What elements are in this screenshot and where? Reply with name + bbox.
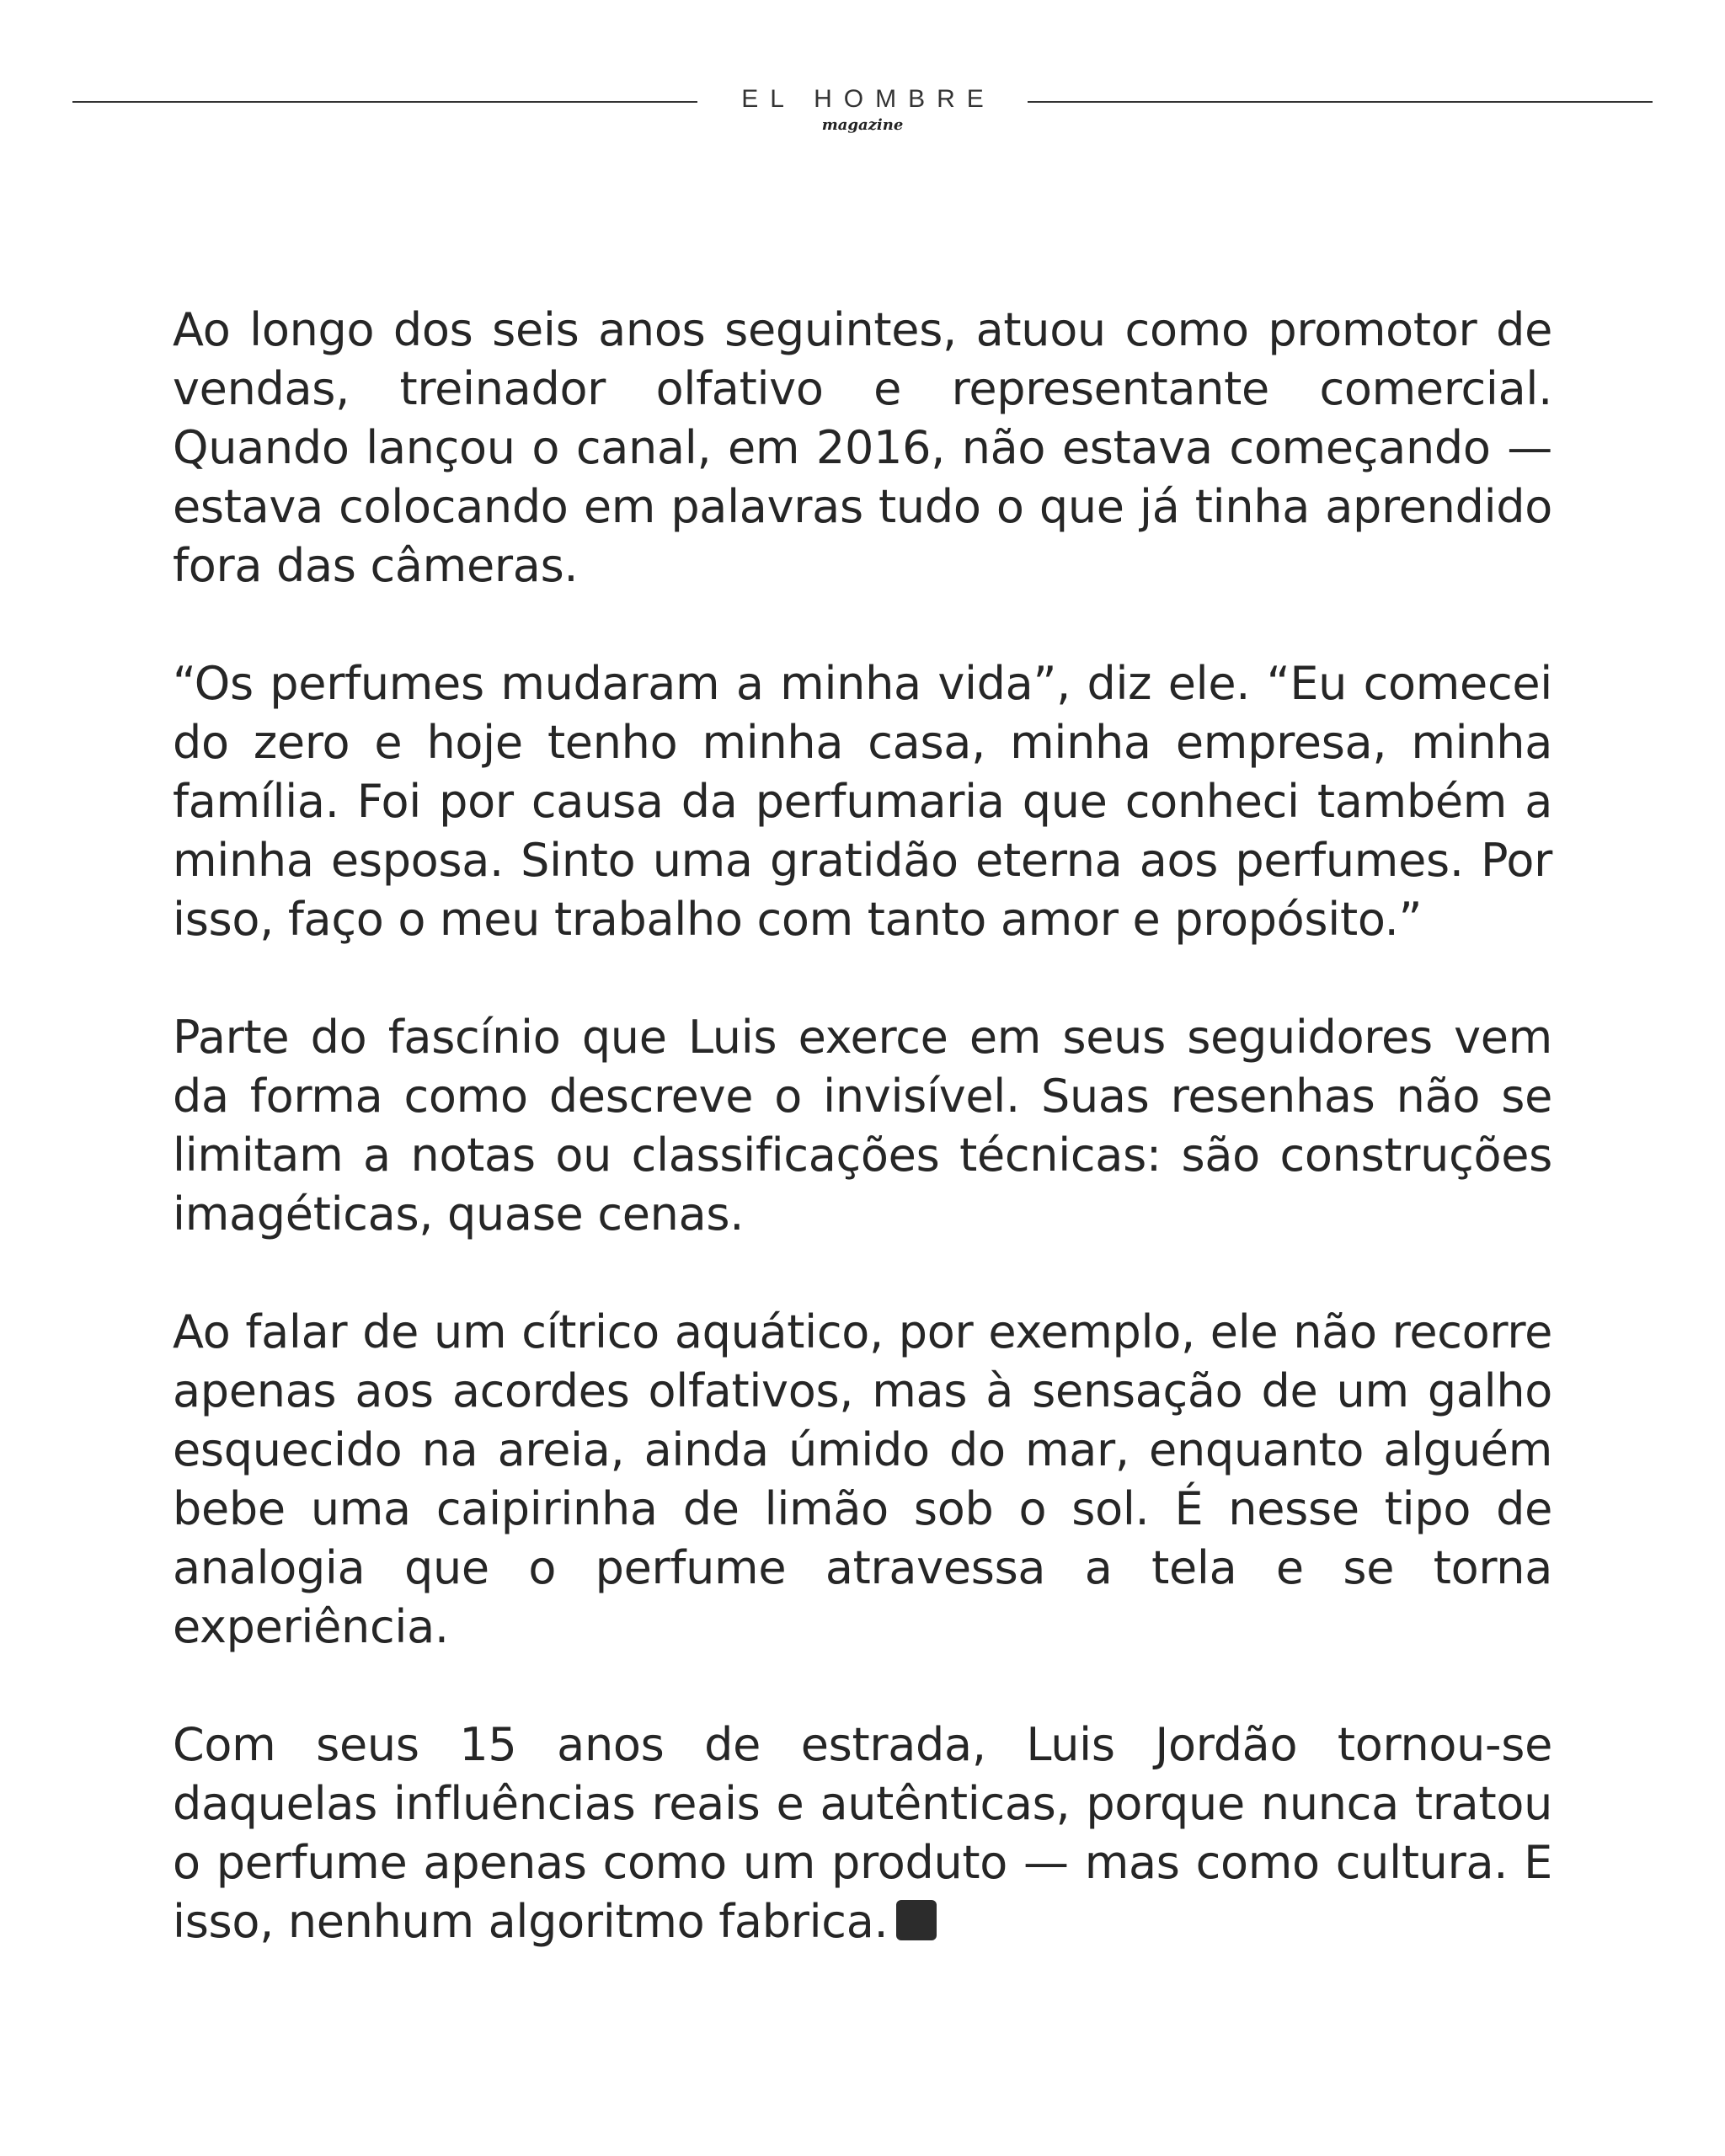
brand-title: EL HOMBRE <box>741 85 996 113</box>
masthead <box>72 81 1653 148</box>
brand-subtitle: magazine <box>821 116 904 134</box>
article-paragraph-4: Ao falar de um cítrico aquático, por exemplo, ele não recorre apenas aos acordes olfativos, mas à sensação de um galho esquecido na areia, ainda úmido do mar, enquanto alguém bebe uma caipirinha de limão sob o sol. É nesse tipo de analogia que o perfume atravessa a tela e se torna experiência. <box>173 1305 1552 1653</box>
masthead-rule-left <box>72 101 697 103</box>
article-paragraph-5-text: Com seus 15 anos de estrada, Luis Jordão tornou-se daquelas influências reais e autênticas, porque nunca tratou o perfume apenas como um produto — mas como cultura. E isso, nenhum algoritmo fabrica. <box>173 1718 1552 1948</box>
article-paragraph-5 <box>173 1716 1552 1951</box>
article-paragraph-3: Parte do fascínio que Luis exerce em seus seguidores vem da forma como descreve o invisível. Suas resenhas não se limitam a notas ou classificações técnicas: são construções imagéticas, quase cenas. <box>173 1011 1552 1241</box>
article-body <box>173 301 1552 1951</box>
article-paragraph-1: Ao longo dos seis anos seguintes, atuou como promotor de vendas, treinador olfativo e representante comercial. Quando lançou o canal, em 2016, não estava começando — estava colocando em palavras tudo o que já tinha aprendido fora das câmeras. <box>173 303 1552 592</box>
end-of-article-square-icon <box>896 1900 937 1940</box>
brand-logo <box>697 81 1028 135</box>
article-paragraph-2: “Os perfumes mudaram a minha vida”, diz ele. “Eu comecei do zero e hoje tenho minha casa, minha empresa, minha família. Foi por causa da perfumaria que conheci também a minha esposa. Sinto uma gratidão eterna aos perfumes. Por isso, faço o meu trabalho com tanto amor e propósito.” <box>173 657 1552 946</box>
masthead-rule-right <box>1028 101 1653 103</box>
